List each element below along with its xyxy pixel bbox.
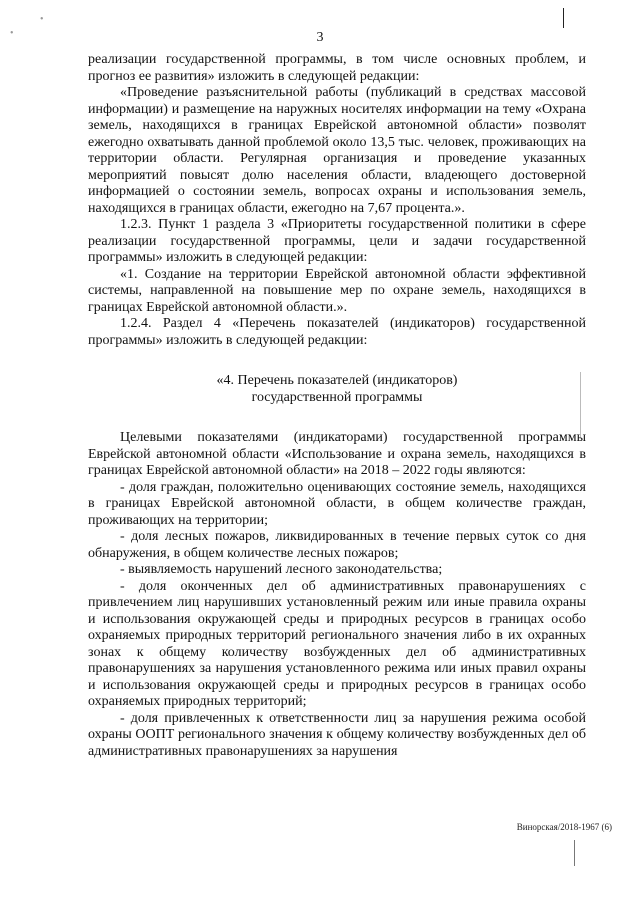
- paragraph: Целевыми показателями (индикаторами) государственной программы Еврейской автономной области «Использование и охрана земель, находящихся в границах Еврейской автономной области» на 2018 – 2022 годы являются:: [88, 430, 586, 478]
- paragraph: «Проведение разъяснительной работы (публикаций в средствах массовой информации) и размещение на наружных носителях информации на тему «Охрана земель, находящихся в границах Еврейской автономной области» позволят ежегодно охватывать данной проблемой около 13,5 тыс. человек, проживающих на территории области. Регулярная организация и проведение указанных мероприятий повысят долю населения области, владеющего достоверной информацией о состоянии земель, вопросах охраны и использования земель, находящихся в границах области, ежегодно на 7,67 процента.».: [88, 85, 586, 216]
- paragraph: «1. Создание на территории Еврейской автономной области эффективной системы, направленной на повышение мер по охране земель, находящихся в границах Еврейской автономной области.».: [88, 266, 586, 315]
- scan-artifact-dot: •: [10, 28, 14, 39]
- paragraph: 1.2.4. Раздел 4 «Перечень показателей (индикаторов) государственной программы» изложить в следующей редакции:: [88, 316, 586, 348]
- list-item: - доля привлеченных к ответственности лиц за нарушения режима особой охраны ООПТ регионального значения к общему количеству возбужденных дел об административных правонарушениях за нарушения: [88, 710, 586, 759]
- section-heading-line2: государственной программы: [251, 389, 423, 405]
- list-item: - доля лесных пожаров, ликвидированных в течение первых суток со дня обнаружения, в общем количестве лесных пожаров;: [88, 529, 586, 561]
- paragraph: реализации государственной программы, в том числе основных проблем, и прогноз ее развития» изложить в следующей редакции:: [88, 52, 586, 84]
- paragraph: 1.2.3. Пункт 1 раздела 3 «Приоритеты государственной политики в сфере реализации государственной программы, цели и задачи государственной программы» изложить в следующей редакции:: [88, 217, 586, 265]
- list-item: - выявляемость нарушений лесного законодательства;: [120, 562, 443, 577]
- document-body: [88, 52, 586, 760]
- section-heading: [88, 373, 586, 406]
- footer-code: Винорская/2018-1967 (6): [516, 822, 612, 832]
- scan-artifact-line: [574, 840, 575, 866]
- scan-artifact-line: [563, 8, 564, 28]
- section-heading-line1: «4. Перечень показателей (индикаторов): [216, 373, 458, 388]
- page-number: 3: [316, 30, 324, 45]
- list-item: - доля оконченных дел об административных правонарушениях с привлечением лиц нарушивших установленный режим или иные правила охраны и использования окружающей среды и природных ресурсов в границах особо охраняемых природных территорий регионального значения либо в их охранных зонах к общему количеству возбужденных дел об административных правонарушениях за нарушения установленного режима или иных правил охраны и использования окружающей среды и природных ресурсов в границах особо охраняемых природных территорий;: [88, 578, 586, 709]
- scan-artifact-dot: •: [40, 14, 44, 25]
- list-item: - доля граждан, положительно оценивающих состояние земель, находящихся в границах Еврейской автономной области, в общем количестве граждан, проживающих на территории;: [88, 479, 586, 528]
